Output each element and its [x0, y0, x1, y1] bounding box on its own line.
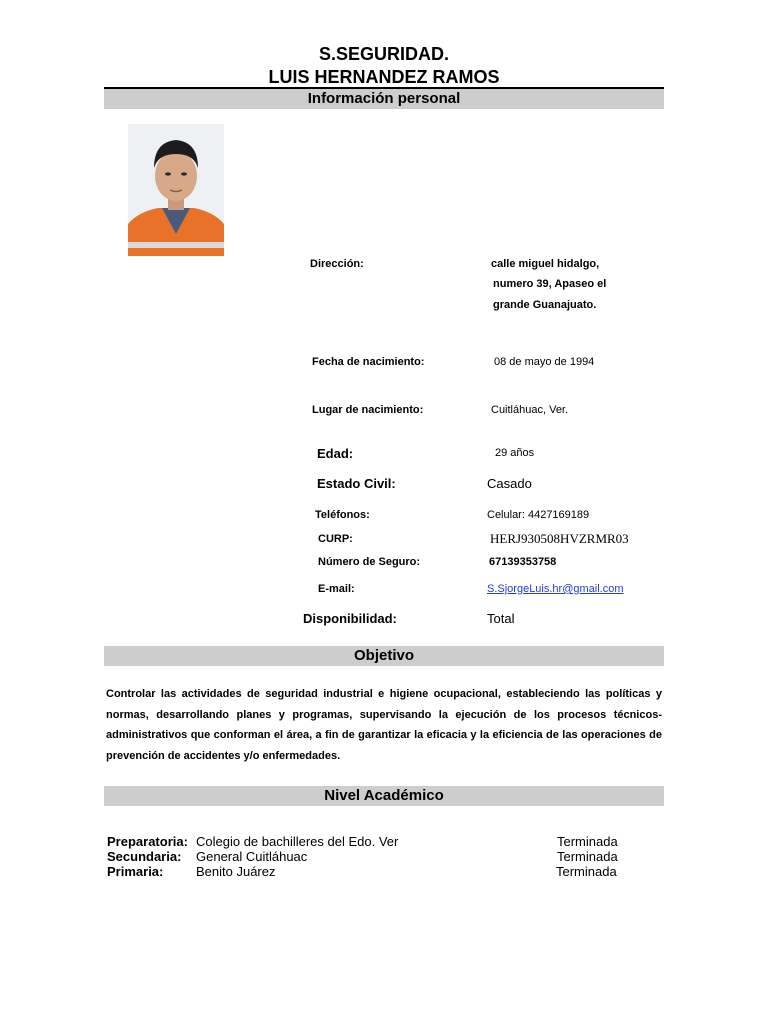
education-school: Colegio de bachilleres del Edo. Ver [196, 834, 399, 849]
education-level: Primaria: [107, 864, 164, 879]
edad-value: 29 años [495, 447, 535, 459]
disponibilidad-label: Disponibilidad: [303, 611, 397, 626]
education-level: Preparatoria: [107, 834, 188, 849]
lugar-label: Lugar de nacimiento: [312, 404, 424, 416]
education-row-3 [107, 864, 163, 879]
direccion-value-line1: calle miguel hidalgo, [491, 258, 600, 270]
seguro-label: Número de Seguro: [318, 556, 421, 568]
fecha-value: 08 de mayo de 1994 [494, 356, 595, 368]
direccion-value-line2: numero 39, Apaseo el [493, 278, 607, 290]
section-header-personal: Información personal [104, 89, 664, 109]
estado-civil-label: Estado Civil: [317, 476, 396, 491]
education-school: Benito Juárez [196, 864, 276, 879]
education-level: Secundaria: [107, 849, 182, 864]
telefonos-label: Teléfonos: [315, 509, 370, 521]
person-photo-illustration [128, 124, 224, 256]
education-status: Terminada [556, 864, 617, 879]
email-link[interactable]: S.SjorgeLuis.hr@gmail.com [487, 583, 624, 595]
curp-label: CURP: [318, 533, 353, 545]
education-row-2 [107, 849, 181, 864]
curp-value: HERJ930508HVZRMR03 [490, 531, 629, 546]
education-status: Terminada [557, 834, 618, 849]
edad-label: Edad: [317, 446, 354, 461]
telefonos-value: Celular: 4427169189 [487, 509, 590, 521]
document-title: S.SEGURIDAD. [318, 44, 450, 64]
education-row-1 [107, 834, 188, 849]
email-label: E-mail: [318, 583, 355, 595]
direccion-value-line3: grande Guanajuato. [493, 299, 597, 311]
education-status: Terminada [557, 849, 618, 864]
seguro-value: 67139353758 [489, 556, 557, 568]
education-school: General Cuitláhuac [196, 849, 308, 864]
direccion-label: Dirección: [310, 258, 364, 270]
person-name: LUIS HERNANDEZ RAMOS [268, 67, 500, 87]
profile-photo [128, 124, 224, 256]
section-header-objective: Objetivo [104, 646, 664, 666]
section-header-academic: Nivel Académico [104, 786, 664, 806]
fecha-label: Fecha de nacimiento: [312, 356, 425, 368]
disponibilidad-value: Total [487, 611, 515, 626]
estado-civil-value: Casado [487, 476, 532, 491]
objective-paragraph: Controlar las actividades de seguridad industrial e higiene ocupacional, estableciendo las políticas y normas, desarrollando planes y programas, supervisando la ejecución de los procesos técnicos-administrativos que conforman el área, a fin de garantizar la eficacia y la eficiencia de las operaciones de prevención de accidentes y/o enfermedades. [106, 688, 662, 762]
lugar-value: Cuitláhuac, Ver. [491, 404, 569, 416]
